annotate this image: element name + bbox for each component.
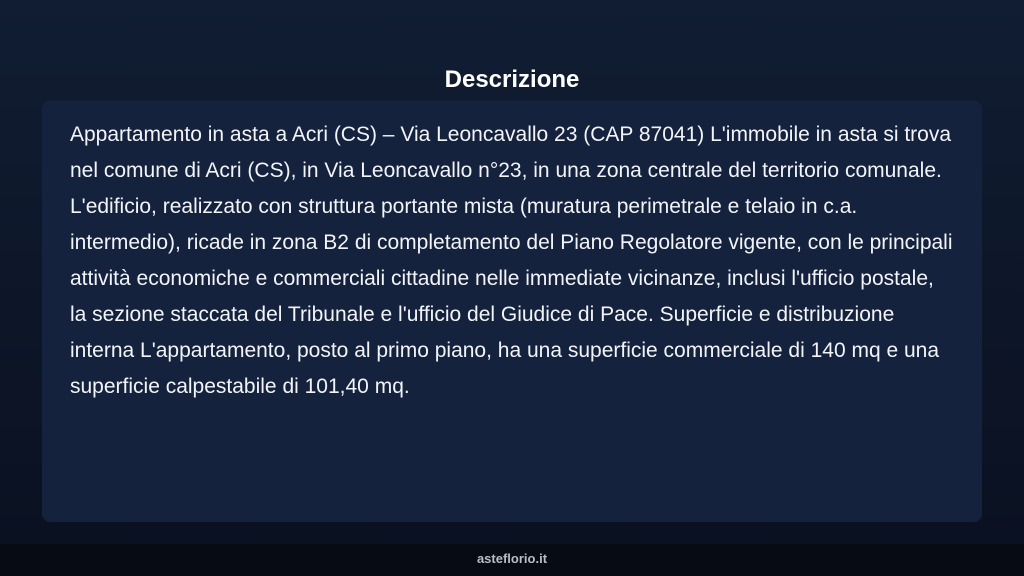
description-text: Appartamento in asta a Acri (CS) – Via Leoncavallo 23 (CAP 87041) L'immobile in asta si trova nel comune di Acri (CS), in Via Leoncavallo n°23, in una zona centrale del territorio comunale. L'edificio, realizzato con struttura portante mista (muratura perimetrale e telaio in c.a. intermedio), ricade in zona B2 di completamento del Piano Regolatore vigente, con le principali attività economiche e commerciali cittadine nelle immediate vicinanze, inclusi l'ufficio postale, la sezione staccata del Tribunale e l'ufficio del Giudice di Pace. Superficie e distribuzione interna L'appartamento, posto al primo piano, ha una superficie commerciale di 140 mq e una superficie calpestabile di 101,40 mq. <box>70 123 953 398</box>
page-title: Descrizione <box>444 66 580 94</box>
description-card <box>42 101 982 522</box>
footer-site-label: asteflorio.it <box>476 551 548 566</box>
footer-bar <box>0 544 1024 576</box>
